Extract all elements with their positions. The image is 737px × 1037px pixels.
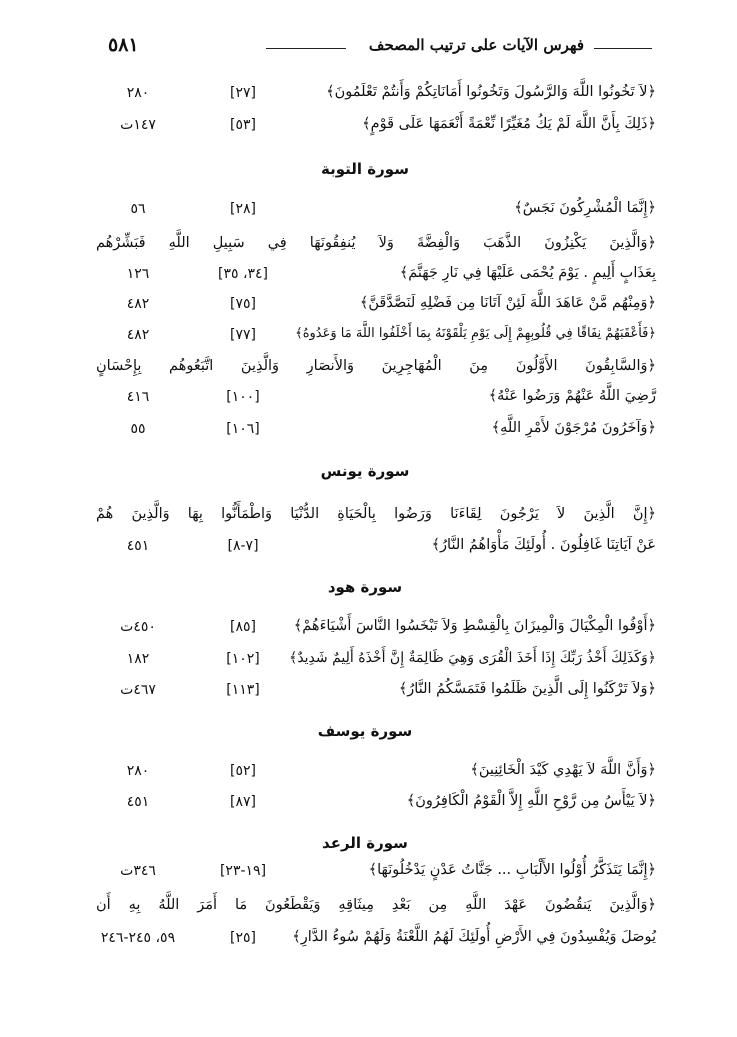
verse-row (96, 650, 656, 676)
page-reference: ١٢٦ (126, 266, 150, 282)
verse-reference: [٢٧] (230, 85, 256, 101)
verse-reference: [٨٥] (230, 619, 256, 635)
verse-row (96, 537, 656, 563)
verse-text: ﴿إِنَّمَا يَتَذَكَّرُ أُوْلُوا الأَلْبَابِ ... جَنَّاتُ عَدْنٍ يَدْخُلُونَهَا﴾ (368, 862, 656, 878)
verse-row (96, 388, 656, 414)
verse-row (96, 116, 656, 142)
page-reference: ٥٩، ٢٤٥-٢٤٦ (100, 930, 176, 946)
verse-text: ﴿وَلاَ تَرْكَنُوا إِلَى الَّذِينَ ظَلَمُوا فَتَمَسَّكُمُ النَّارُ﴾ (398, 681, 656, 697)
verse-row (96, 420, 656, 446)
verse-text: ﴿وَمِنْهُم مَّنْ عَاهَدَ اللَّهَ لَئِنْ آتَانَا مِن فَضْلِهِ لَنَصَّدَّقَنَّ﴾ (359, 295, 656, 311)
verse-reference: [٢٨] (230, 201, 256, 217)
verse-text: يُوصَلَ وَيُفْسِدُونَ فِي الأَرْضِ أُولَئِكَ لَهُمُ اللَّعْنَةُ وَلَهُمْ سُوءُ الدَّارِ﴾ (292, 929, 656, 945)
verse-reference: [٥٣] (230, 117, 256, 133)
verse-row (96, 295, 656, 321)
verse-row (96, 506, 656, 532)
verse-text: ﴿وَآخَرُونَ مُرْجَوْنَ لأَمْرِ اللَّهِ﴾ (491, 420, 656, 436)
verse-text: ﴿ذَلِكَ بِأَنَّ اللَّهَ لَمْ يَكُ مُغَيِّرًا نِّعْمَةً أَنْعَمَهَا عَلَى قَوْمٍ﴾ (362, 116, 656, 132)
verse-text: ﴿لاَ يَيْأَسُ مِن رَّوْحِ اللَّهِ إِلاَّ الْقَوْمُ الْكَافِرُونَ﴾ (406, 793, 656, 809)
verse-reference: [٧-٨] (227, 538, 259, 554)
surah-heading: سورة يوسف (317, 722, 413, 740)
verse-reference: [١١٣] (226, 682, 260, 698)
page-reference: ٤٨٢ (126, 327, 150, 343)
page-reference: ٤٥١ (126, 794, 150, 810)
verse-text: عَنْ آيَاتِنَا غَافِلُونَ . أُولَئِكَ مَأْوَاهُمُ النَّارُ﴾ (431, 537, 656, 553)
verse-row (96, 84, 656, 110)
verse-row (96, 862, 656, 888)
surah-heading: سورة يونس (320, 462, 410, 480)
verse-text: ﴿لاَ تَخُونُوا اللَّهَ وَالرَّسُولَ وَتَخُونُوا أَمَانَاتِكُمْ وَأَنتُمْ تَعْلَمُونَ﴾ (326, 84, 656, 100)
verse-row (96, 326, 656, 352)
page-reference: ٥٦ (130, 201, 146, 217)
surah-heading: سورة هود (327, 578, 403, 596)
verse-reference: [١٠٠] (226, 389, 260, 405)
page-title: فهرس الآيات على ترتيب المصحف (368, 36, 584, 54)
verse-reference: [٥٢] (230, 763, 256, 779)
surah-heading: سورة الرعد (322, 834, 408, 852)
page-reference: ٤١٦ (126, 389, 150, 405)
verse-text: ﴿وَالَّذِينَ يَكْنِزُونَ الذَّهَبَ وَالْفِضَّةَ وَلاَ يُنفِقُونَهَا فِي سَبِيلِ اللَّهِ فَبَشِّرْهُم (96, 235, 656, 251)
verse-text: رَّضِيَ اللَّهُ عَنْهُمْ وَرَضُوا عَنْهُ﴾ (488, 388, 656, 404)
verse-text: ﴿أَوْفُوا الْمِكْيَالَ وَالْمِيزَانَ بِالْقِسْطِ وَلاَ تَبْخَسُوا النَّاسَ أَشْيَاءَهُمْ﴾ (293, 618, 656, 634)
verse-text: ﴿فَأَعْقَبَهُمْ نِفَاقًا فِي قُلُوبِهِمْ إِلَى يَوْمِ يَلْقَوْنَهُ بِمَا أَخْلَفُوا اللَّهَ مَا وَعَدُوهُ﴾ (295, 326, 656, 341)
verse-reference: [٢٥] (230, 930, 256, 946)
verse-text: ﴿وَأَنَّ اللَّهَ لاَ يَهْدِي كَيْدَ الْخَائِنِينَ﴾ (470, 762, 656, 778)
page-reference: ١٨٢ (126, 651, 150, 667)
page-reference: ٤٥٠ت (120, 619, 156, 635)
verse-reference: [٣٤، ٣٥] (218, 266, 268, 282)
surah-heading: سورة التوبة (321, 160, 409, 178)
verse-reference: [٧٥] (230, 296, 256, 312)
verse-reference: [٧٧] (230, 327, 256, 343)
verse-row (96, 897, 656, 923)
page-reference: ٤٦٧ت (120, 682, 156, 698)
verse-row (96, 618, 656, 644)
verse-row (96, 200, 656, 226)
verse-row (96, 681, 656, 707)
page-reference: ٤٨٢ (126, 296, 150, 312)
verse-row (96, 235, 656, 261)
page-reference: ٥٥ (130, 421, 146, 437)
page-reference: ٢٨٠ (126, 85, 150, 101)
verse-row (96, 793, 656, 819)
verse-text: ﴿وَالَّذِينَ يَنقُضُونَ عَهْدَ اللَّهِ مِن بَعْدِ مِيثَاقِهِ وَيَقْطَعُونَ مَا أَمَرَ اللَّهُ بِهِ أَن (96, 897, 656, 913)
page-number: ٥٨١ (108, 34, 139, 56)
verse-text: ﴿إِنَّ الَّذِينَ لاَ يَرْجُونَ لِقَاءَنَا وَرَضُوا بِالْحَيَاةِ الدُّنْيَا وَاطْمَأَنُّوا بِهَا وَالَّذِينَ هُمْ (96, 506, 656, 522)
verse-text: ﴿وَكَذَلِكَ أَخْذُ رَبِّكَ إِذَا أَخَذَ الْقُرَى وَهِيَ ظَالِمَةٌ إِنَّ أَخْذَهُ أَلِيمٌ شَدِيدٌ﴾ (289, 650, 656, 666)
page-header (96, 34, 656, 60)
verse-row (96, 265, 656, 291)
verse-reference: [١٠٢] (226, 651, 260, 667)
page-reference: ١٤٧ت (120, 117, 156, 133)
page-reference: ٢٨٠ (126, 763, 150, 779)
verse-text: ﴿إِنَّمَا الْمُشْرِكُونَ نَجَسٌ﴾ (514, 200, 656, 216)
page-reference: ٤٥١ (126, 538, 150, 554)
verse-reference: [٨٧] (230, 794, 256, 810)
verse-reference: [١٩-٢٣] (219, 863, 267, 879)
verse-row (96, 358, 656, 384)
verse-text: بِعَذَابٍ أَلِيمٍ . يَوْمَ يُحْمَى عَلَيْهَا فِي نَارِ جَهَنَّمَ﴾ (399, 265, 656, 281)
verse-text: ﴿وَالسَّابِقُونَ الأَوَّلُونَ مِنَ الْمُهَاجِرِينَ وَالأَنصَارِ وَالَّذِينَ اتَّبَعُوهُم بِإِحْسَانٍ (96, 358, 656, 374)
header-rule-right (594, 48, 652, 49)
verse-reference: [١٠٦] (226, 421, 260, 437)
header-rule-left (266, 48, 346, 49)
page-reference: ٣٤٦ت (120, 863, 156, 879)
verse-row (96, 762, 656, 788)
verse-row (96, 929, 656, 955)
